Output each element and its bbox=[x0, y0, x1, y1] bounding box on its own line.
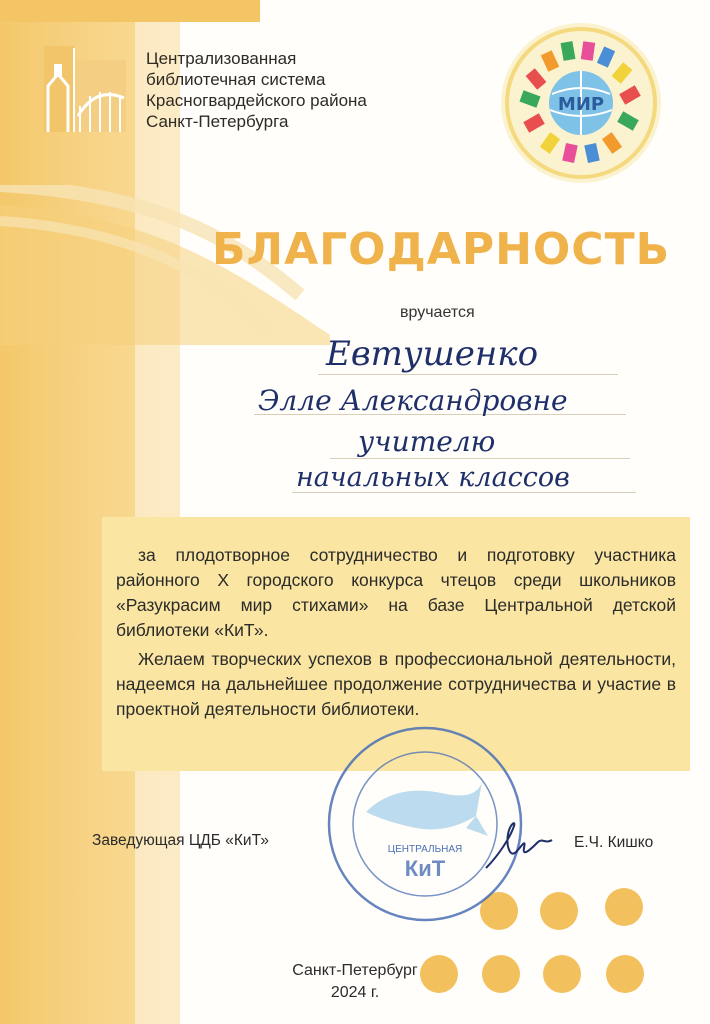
decorative-dot bbox=[540, 892, 578, 930]
stamp-center-logo-text: КиТ bbox=[404, 856, 446, 881]
library-logo bbox=[44, 46, 126, 132]
gratitude-paragraph: за плодотворное сотрудничество и подготовку участника районного X городского конкурса чтецов среди школьников «Разукрасим мир стихами» на базе Центральной детской библиотеки «КиТ». bbox=[116, 545, 676, 640]
stamp-center-text: ЦЕНТРАЛЬНАЯ bbox=[387, 844, 463, 855]
signatory-name: Е.Ч. Кишко bbox=[574, 834, 654, 851]
wishes-paragraph: Желаем творческих успехов в профессиональной деятельности, надеемся на дальнейшее продолжение сотрудничества и участие в проектной деятельности библиотеки. bbox=[116, 649, 676, 719]
handwritten-signature bbox=[480, 818, 560, 874]
organization-name bbox=[146, 48, 367, 132]
organization-line: Централизованная bbox=[146, 49, 297, 68]
band-highlight bbox=[135, 0, 190, 1024]
footer-city: Санкт-Петербург bbox=[292, 962, 418, 979]
organization-line: Санкт-Петербурга bbox=[146, 112, 289, 131]
emblem-center-text: МИР bbox=[557, 94, 605, 115]
footer-year: 2024 г. bbox=[330, 984, 380, 1001]
underline bbox=[318, 374, 618, 375]
contest-emblem bbox=[500, 22, 662, 184]
awarded-label: вручается bbox=[400, 304, 475, 321]
decorative-dot bbox=[605, 888, 643, 926]
certificate-title: БЛАГОДАРНОСТЬ bbox=[212, 224, 671, 275]
organization-line: библиотечная система bbox=[146, 70, 326, 89]
signatory-position: Заведующая ЦДБ «КиТ» bbox=[92, 832, 269, 849]
recipient-name: Элле Александровне bbox=[258, 384, 568, 417]
organization-line: Красногвардейского района bbox=[146, 91, 367, 110]
recipient-surname: Евтушенко bbox=[326, 334, 539, 374]
recipient-position-line2: начальных классов bbox=[296, 462, 570, 493]
underline bbox=[330, 458, 630, 459]
top-decorative-strip bbox=[0, 0, 260, 22]
recipient-position-line1: учителю bbox=[358, 425, 496, 458]
